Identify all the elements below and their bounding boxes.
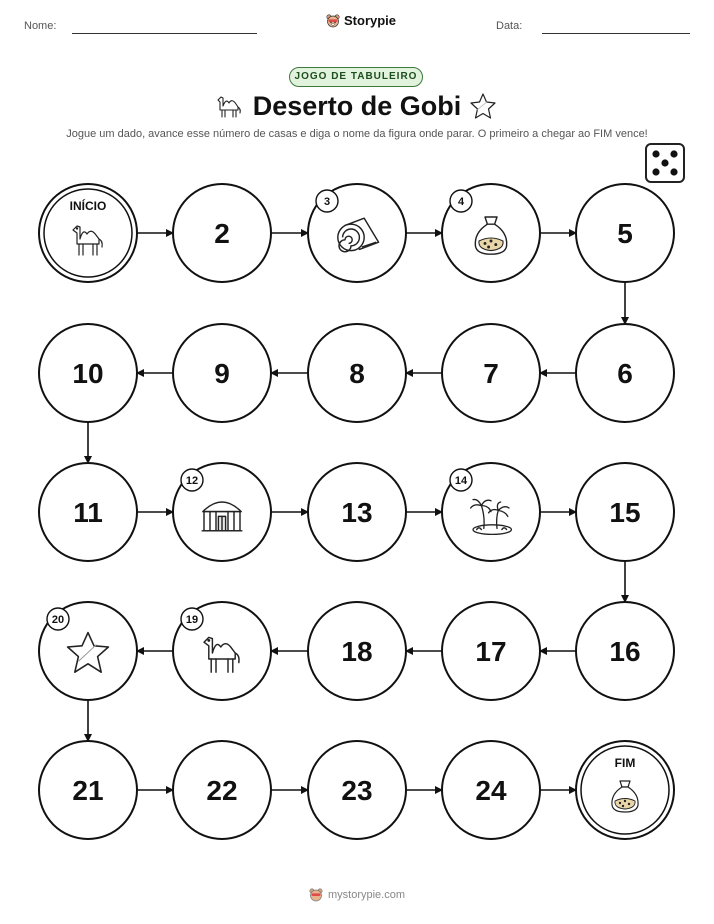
cell-number: 13 [341, 497, 373, 528]
cell-number: 11 [73, 497, 103, 528]
cell-number: 9 [214, 358, 230, 389]
board-cells [39, 184, 674, 839]
board-cell-9 [173, 324, 271, 422]
board-cell-2 [173, 184, 271, 282]
board-cell-13 [308, 463, 406, 561]
cell-number: 4 [457, 196, 465, 208]
board-cell-23 [308, 741, 406, 839]
cell-number: 23 [341, 775, 373, 806]
board-cell-4 [442, 184, 540, 282]
board-cell-21 [39, 741, 137, 839]
board-cell-11 [39, 463, 137, 561]
cell-number: 18 [341, 636, 373, 667]
board-cell-15 [576, 463, 674, 561]
cell-number: 2 [214, 218, 230, 249]
cell-number: 5 [617, 218, 633, 249]
board-cell-3 [308, 184, 406, 282]
cell-number: 17 [475, 636, 507, 667]
cell-number: 21 [72, 775, 104, 806]
board-cell-12 [173, 463, 271, 561]
cell-number: 14 [454, 475, 468, 487]
cell-number: 16 [609, 636, 641, 667]
board-cell-5 [576, 184, 674, 282]
instructions: Jogue um dado, avance esse número de casas e diga o nome da figura onde parar. O primeiro a chegar ao FIM vence! [66, 128, 648, 140]
cell-number: 24 [475, 775, 507, 806]
cell-number: 6 [617, 358, 633, 389]
cell-number: 8 [349, 358, 365, 389]
cell-number: 15 [609, 497, 641, 528]
footer-url: mystorypie.com [327, 889, 406, 901]
board-cell-17 [442, 602, 540, 700]
page-title: Deserto de Gobi [252, 91, 462, 121]
board-cell-16 [576, 602, 674, 700]
cell-number: 20 [51, 614, 65, 626]
brand-name: Storypie [344, 13, 397, 28]
end-label: FIM [614, 756, 636, 770]
cell-number: 19 [185, 614, 199, 626]
board-cell-7 [442, 324, 540, 422]
board-cell-18 [308, 602, 406, 700]
storypie-bear-icon [309, 888, 323, 902]
board-cell-24 [442, 741, 540, 839]
board-cell-19 [173, 602, 271, 700]
board-cell-1 [39, 184, 137, 282]
start-label: INÍCIO [69, 199, 107, 213]
board-cell-22 [173, 741, 271, 839]
board-cell-10 [39, 324, 137, 422]
board-cell-20 [39, 602, 137, 700]
footer [0, 888, 714, 902]
cell-number: 22 [206, 775, 238, 806]
name-label: Nome: [24, 20, 57, 32]
board-cell-8 [308, 324, 406, 422]
board-cell-25 [576, 741, 674, 839]
game-type-badge: JOGO DE TABULEIRO [289, 67, 423, 87]
board-cell-6 [576, 324, 674, 422]
date-label: Data: [496, 20, 523, 32]
cell-number: 12 [185, 475, 199, 487]
cell-number: 10 [72, 358, 104, 389]
cell-number: 3 [323, 196, 331, 208]
board-cell-14 [442, 463, 540, 561]
cell-number: 7 [483, 358, 499, 389]
